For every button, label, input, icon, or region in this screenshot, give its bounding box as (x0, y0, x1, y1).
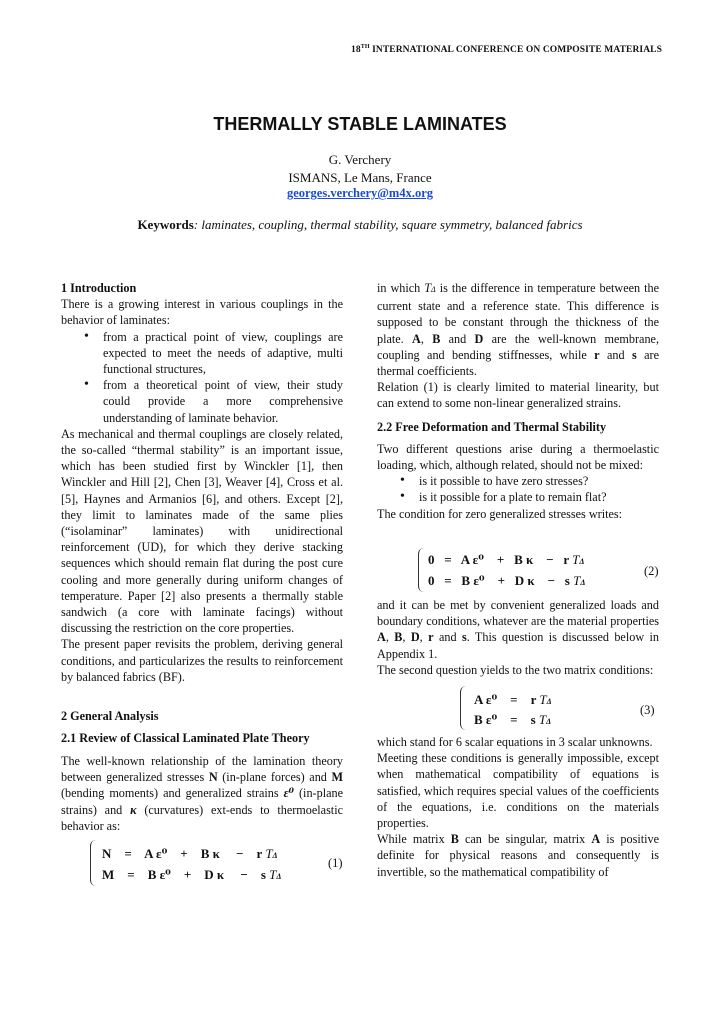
equation-2-row-1: 0 = A ε⁰ + B κ − r TΔ (428, 552, 585, 567)
right-column-top (377, 280, 659, 522)
equation-3-row-1: A ε⁰ = r TΔ (474, 692, 552, 707)
author-affiliation: ISMANS, Le Mans, France (288, 170, 432, 185)
section-2-1-heading: 2.1 Review of Classical Laminated Plate Theory (61, 731, 310, 745)
equation-2-number: (2) (644, 564, 659, 578)
intro-paragraph-3: The present paper revisits the problem, deriving general conditions, and particularizes the results to reinforcement by balanced fabrics (BF). (61, 637, 343, 684)
author-email-link[interactable]: georges.verchery@m4x.org (286, 186, 434, 200)
equation-2 (418, 548, 663, 594)
right-paragraph-2: Relation (1) is clearly limited to material linearity, but can extend to some non-linear generalized strains. (377, 380, 659, 411)
running-header: 18TH INTERNATIONAL CONFERENCE ON COMPOSITE MATERIALS (351, 44, 662, 56)
kappa-symbol: κ (130, 802, 137, 817)
equation-2-brace (418, 548, 425, 592)
equation-1-row-2: M = B ε⁰ + D κ − s TΔ (102, 867, 282, 882)
author-name: G. Verchery (328, 152, 392, 167)
section-1-heading: 1 Introduction (61, 281, 137, 295)
right-paragraph-4: The condition for zero generalized stresses writes: (377, 506, 623, 521)
paper-title: THERMALLY STABLE LAMINATES (213, 114, 507, 134)
right-column-middle (377, 597, 659, 678)
question-bullet-2: • is it possible for a plate to remain flat? (419, 489, 659, 505)
epsilon-zero-symbol: ε⁰ (283, 786, 294, 801)
right-paragraph-1: in which TΔ is the difference in temperature between the current state and a reference state. This difference is supposed to be constant through the thickness of the plate. A, B and D are the well-known membrane, coupling and bending stiffnesses, while r and s are thermal coefficients. (377, 281, 660, 379)
intro-paragraph-1: There is a growing interest in various couplings in the behavior of laminates: (61, 297, 343, 328)
equation-3-row-2: B ε⁰ = s TΔ (474, 712, 552, 727)
right-paragraph-8: Meeting these conditions is generally impossible, except when mathematical compatibility of equations is satisfied, which requires special values of the coefficients of the equations, i.e. conditions on the materials properties. (377, 751, 659, 831)
question-bullet-1: • is it possible to have zero stresses? (419, 473, 659, 489)
right-paragraph-5: and it can be met by convenient generalized loads and boundary conditions, whatever are the material properties A, B, D, r and s. This question is discussed below in Appendix 1. (377, 598, 660, 661)
right-paragraph-6: The second question yields to the two matrix conditions: (377, 662, 654, 677)
keywords-line (0, 217, 720, 233)
right-paragraph-9: While matrix B can be singular, matrix A is positive definite for physical reasons and consequently is invertible, so the mathematical compatibility of (377, 832, 659, 879)
left-column (61, 280, 343, 685)
keywords-text: : laminates, coupling, thermal stability, square symmetry, balanced fabrics (193, 217, 583, 232)
equation-3-brace (460, 686, 467, 730)
equation-3 (460, 686, 660, 732)
section-2-2-heading: 2.2 Free Deformation and Thermal Stability (377, 419, 607, 434)
equation-1-row-1: N = A ε⁰ + B κ − r TΔ (102, 846, 278, 861)
intro-bullet-1: • from a practical point of view, couplings are expected to meet the needs of adaptive, multi functional structures, (103, 329, 343, 378)
section-2-heading-text: 2 General Analysis (61, 709, 159, 723)
right-column-bottom (377, 734, 659, 880)
right-paragraph-3: Two different questions arise during a thermoelastic loading, which, although related, should not be mixed: (377, 441, 659, 473)
equation-1 (90, 840, 350, 890)
equation-1-brace (90, 840, 97, 886)
intro-bullet-2: • from a theoretical point of view, their study could provide a more comprehensive understanding of laminate behavior. (103, 377, 343, 426)
keywords-label: Keywords (137, 217, 194, 232)
questions-bullet-list (377, 473, 659, 505)
equation-3-number: (3) (640, 703, 655, 717)
equation-1-number: (1) (328, 856, 343, 870)
intro-bullet-list (61, 329, 343, 426)
intro-paragraph-2: As mechanical and thermal couplings are closely related, the so-called “thermal stability” is an important issue, which has been studied first by Winckler [1], then Winckler and Hill [2], Chen [3], Weaver [4], Cross et al. [5], Haynes and Armanios [6], and others. Except [2], they limit to laminates made of the same plies (“isolaminar” laminates) with unidirectional reinforcement (UD), for which they derive stacking sequences which should remain flat during the post cure cooling and more generally during uniform changes of temperature. Paper [2] also presents a thermally stable sandwich (a core with laminate facings) without discussing the restriction on the core properties. (61, 426, 343, 636)
section-2-1-paragraph: The well-known relationship of the lamination theory between generalized stresses N (in-plane forces) and M (bending moments) and generalized strains ε⁰ (in-plane strains) and κ (curvatures) ext-ends to thermoelastic behavior as: (61, 754, 344, 833)
equation-2-row-2: 0 = B ε⁰ + D κ − s TΔ (428, 573, 586, 588)
right-paragraph-7: which stand for 6 scalar equations in 3 scalar unknowns. (377, 735, 653, 749)
